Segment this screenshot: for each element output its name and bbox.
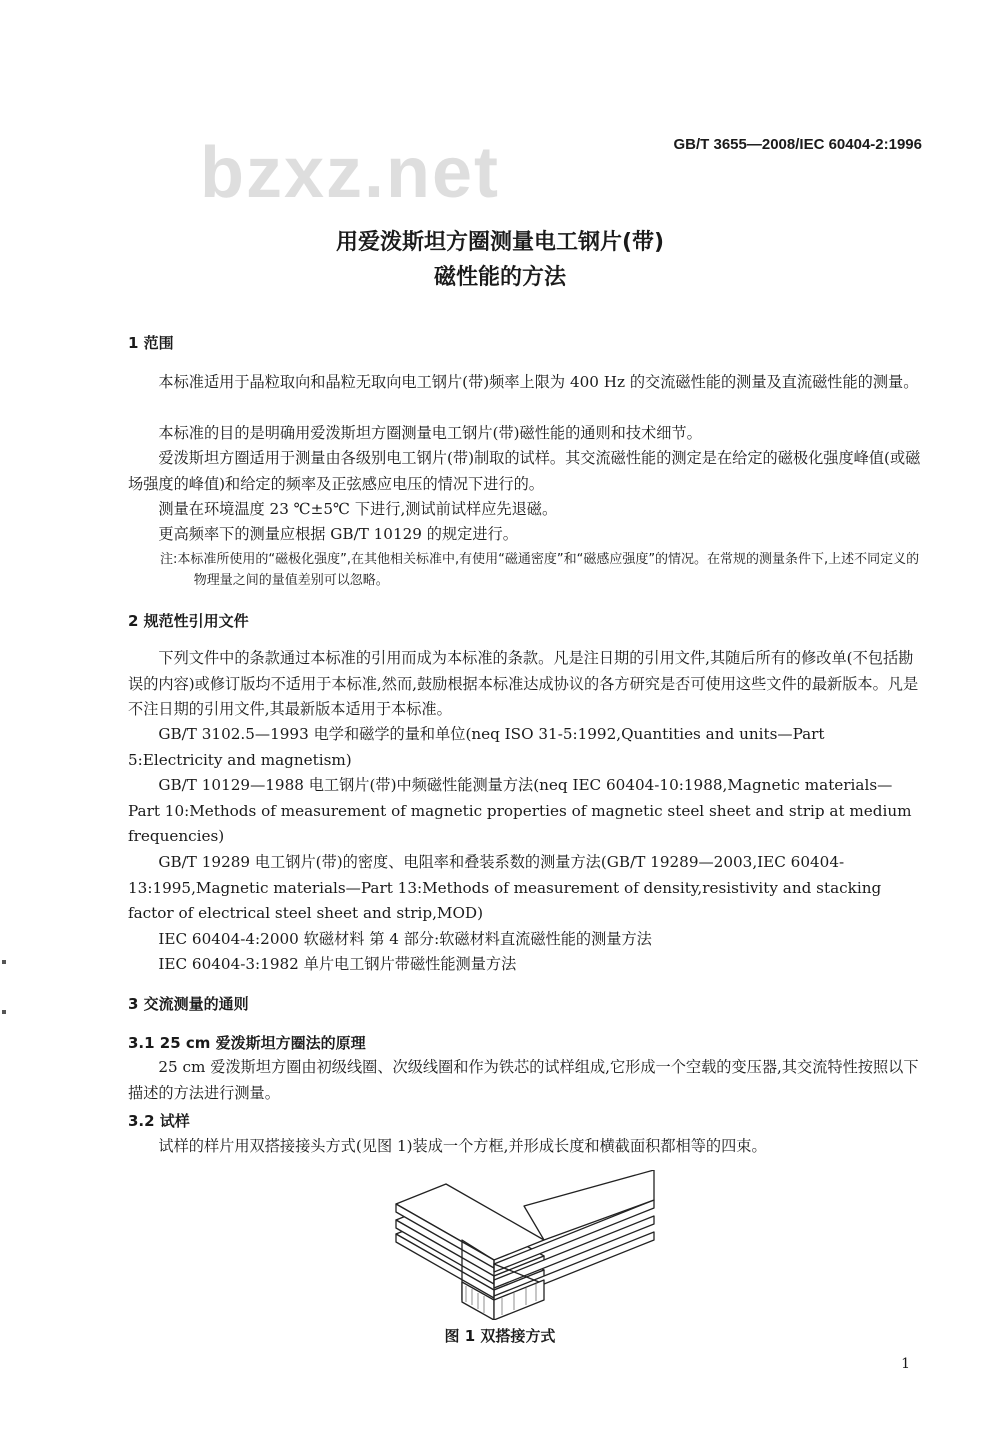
- reference-2: GB/T 10129—1988 电工钢片(带)中频磁性能测量方法(neq IEC 60404-10:1988,Magnetic materials—Part 10:Methods of measurement of magnetic properties of magnetic steel sheet and strip at medium frequencies): [128, 776, 912, 845]
- section-1-paragraph-1: 本标准适用于晶粒取向和晶粒无取向电工钢片(带)频率上限为 400 Hz 的交流磁性能的测量及直流磁性能的测量。: [158, 373, 919, 391]
- section-2-heading: 2 规范性引用文件: [128, 612, 249, 630]
- document-title-line1: 用爱泼斯坦方圈测量电工钢片(带): [335, 230, 665, 255]
- page-number: 1: [901, 1356, 910, 1372]
- section-1-paragraph-5: 更高频率下的测量应根据 GB/T 10129 的规定进行。: [158, 525, 518, 543]
- document-title-line2: 磁性能的方法: [433, 265, 566, 290]
- standard-number: GB/T 3655—2008/IEC 60404-2:1996: [673, 136, 922, 153]
- section-3-2-heading: 3.2 试样: [128, 1112, 190, 1130]
- reference-4: IEC 60404-4:2000 软磁材料 第 4 部分:软磁材料直流磁性能的测量方法: [158, 930, 652, 948]
- margin-mark: [2, 960, 6, 964]
- section-2-intro: 下列文件中的条款通过本标准的引用而成为本标准的条款。凡是注日期的引用文件,其随后所有的修改单(不包括勘误的内容)或修订版均不适用于本标准,然而,鼓励根据本标准达成协议的各方研究是否可使用这些文件的最新版本。凡是不注日期的引用文件,其最新版本适用于本标准。: [128, 649, 919, 718]
- section-1-paragraph-2: 本标准的目的是明确用爱泼斯坦方圈测量电工钢片(带)磁性能的通则和技术细节。: [158, 424, 702, 442]
- section-3-heading: 3 交流测量的通则: [128, 995, 249, 1013]
- figure-caption: 图 1 双搭接方式: [444, 1327, 556, 1345]
- section-1-note: [160, 549, 922, 591]
- section-3-2-text: 试样的样片用双搭接接头方式(见图 1)装成一个方框,并形成长度和横截面积都相等的四束。: [158, 1137, 767, 1155]
- note-text: 注:本标准所使用的“磁极化强度”,在其他相关标准中,有使用“磁通密度”和“磁感应强度”的情况。在常规的测量条件下,上述不同定义的物理量之间的量值差别可以忽略。: [160, 552, 920, 588]
- section-3-1-heading: 3.1 25 cm 爱泼斯坦方圈法的原理: [128, 1034, 366, 1052]
- reference-3: GB/T 19289 电工钢片(带)的密度、电阻率和叠装系数的测量方法(GB/T 19289—2003,IEC 60404-13:1995,Magnetic materials—Part 13:Methods of measurement of density,resistivity and stacking factor of electrical steel sheet and strip,MOD): [128, 853, 882, 922]
- section-1-heading: 1 范围: [128, 334, 174, 352]
- section-1-paragraph-4: 测量在环境温度 23 ℃±5℃ 下进行,测试前试样应先退磁。: [158, 500, 558, 518]
- reference-1: GB/T 3102.5—1993 电学和磁学的量和单位(neq ISO 31-5:1992,Quantities and units—Part 5:Electricity and magnetism): [128, 725, 825, 769]
- margin-mark: [2, 1010, 6, 1014]
- section-1-paragraph-3: 爱泼斯坦方圈适用于测量由各级别电工钢片(带)制取的试样。其交流磁性能的测定是在给定的磁极化强度峰值(或磁场强度的峰值)和给定的频率及正弦感应电压的情况下进行的。: [128, 449, 921, 493]
- watermark: bzxz.net: [200, 133, 501, 213]
- reference-5: IEC 60404-3:1982 单片电工钢片带磁性能测量方法: [158, 955, 517, 973]
- section-3-1-text: 25 cm 爱泼斯坦方圈由初级线圈、次级线圈和作为铁芯的试样组成,它形成一个空载的变压器,其交流特性按照以下描述的方法进行测量。: [128, 1058, 919, 1102]
- double-overlap-joint-figure: [384, 1170, 660, 1320]
